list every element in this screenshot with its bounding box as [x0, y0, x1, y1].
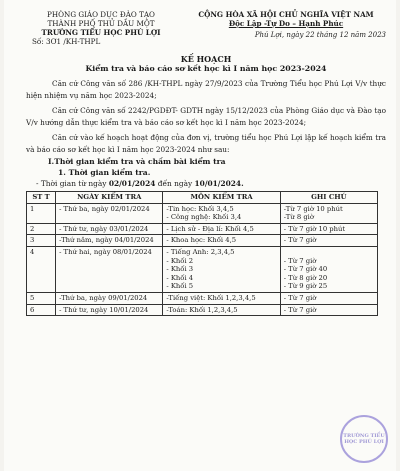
row-stt: 5 [27, 292, 56, 304]
section-heading-1: I.Thời gian kiểm tra và chấm bài kiểm tra [48, 157, 226, 166]
subject-line: - Khối 5 [166, 282, 194, 291]
row-subjects [163, 223, 280, 235]
table-header-row [27, 192, 378, 204]
row-day: -Thứ ba, ngày 09/01/2024 [56, 292, 163, 304]
school-stamp [340, 415, 388, 463]
table-row [27, 203, 378, 223]
time-mid: đến ngày [155, 179, 195, 188]
paragraph-2: Căn cứ Công văn số 2242/PGDĐT- GDTH ngày 15/12/2023 của Phòng Giáo dục và Đào tạo V/v hướng dẫn thực kiểm tra và báo cáo sơ kết học kì I năm học 2023-2024; [26, 106, 386, 127]
row-notes [280, 223, 377, 235]
time-from: 02/01/2024 [108, 179, 156, 188]
document-date: Phú Lợi, ngày 22 tháng 12 năm 2023 [254, 31, 386, 39]
row-day: - Thứ tư, ngày 10/01/2024 [56, 304, 163, 316]
subject-line: - Khối 2 [166, 256, 194, 265]
table-row [27, 235, 378, 247]
row-day: - Thứ ba, ngày 02/01/2024 [56, 203, 163, 223]
header-stt: ST T [27, 192, 56, 204]
subject-line: - Lịch sử - Địa lí: Khối 4,5 [166, 224, 254, 233]
paragraph-3: Căn cứ vào kế hoạch hoạt động của đơn vị, trường tiểu học Phú Lợi lập kế hoạch kiểm tra và báo cáo sơ kết học kì I năm học 2023-2024 như sau: [26, 133, 386, 154]
row-day: - Thứ hai, ngày 08/01/2024 [56, 246, 163, 292]
section-heading-1-1: 1. Thời gian kiểm tra. [58, 168, 151, 177]
row-stt: 4 [27, 246, 56, 292]
table-body [27, 203, 378, 316]
time-to: 10/01/2024. [194, 179, 244, 188]
row-stt: 6 [27, 304, 56, 316]
subject-line: - Khối 4 [166, 273, 194, 282]
table-row [27, 246, 378, 292]
subject-line: -Tiếng việt: Khối 1,2,3,4,5 [166, 293, 256, 302]
row-notes [280, 203, 377, 223]
table-row [27, 292, 378, 304]
subject-line: - Tiếng Anh: 2,3,4,5 [166, 247, 235, 256]
row-notes [280, 304, 377, 316]
note-line [284, 248, 374, 257]
nation-name: CỘNG HÒA XÃ HỘI CHỦ NGHĨA VIỆT NAM [198, 10, 374, 19]
row-day: -Thứ năm, ngày 04/01/2024 [56, 235, 163, 247]
row-notes [280, 235, 377, 247]
stamp-text: TRƯỜNG TIỂU HỌC PHÚ LỢI [343, 433, 385, 445]
row-day: - Thứ tư, ngày 03/01/2024 [56, 223, 163, 235]
note-line: - Từ 9 giờ 25 [283, 282, 328, 291]
row-subjects [163, 246, 280, 292]
school-name: TRƯỜNG TIỂU HỌC PHÚ LỢI [41, 28, 161, 37]
row-subjects [163, 203, 280, 223]
row-stt: 3 [27, 235, 56, 247]
document-page [4, 0, 396, 471]
row-notes [280, 246, 377, 292]
dept-line-1: PHÒNG GIÁO DỤC ĐÀO TẠO [47, 10, 155, 19]
row-stt: 2 [27, 223, 56, 235]
document-number: Số: 3Ơ1 /KH-THPL [32, 37, 101, 46]
note-line: - Từ 7 giờ [283, 256, 317, 265]
document-header [26, 10, 386, 46]
subject-line: - Khoa học: Khối 4,5 [166, 236, 237, 245]
table-row [27, 223, 378, 235]
row-subjects [163, 304, 280, 316]
dept-line-2: THÀNH PHỐ THỦ DẦU MỘT [47, 19, 155, 28]
header-notes: GHI CHÚ [280, 192, 377, 204]
row-notes [280, 292, 377, 304]
document-title: KẾ HOẠCH [180, 54, 232, 64]
note-line: - Từ 7 giờ [283, 236, 317, 245]
header-subject: MÔN KIỂM TRA [163, 192, 280, 204]
row-stt: 1 [27, 203, 56, 223]
table-row [27, 304, 378, 316]
subject-line: -Toán: Khối 1,2,3,4,5 [166, 305, 238, 314]
subject-line: - Công nghệ: Khối 3,4 [166, 213, 242, 222]
note-line: - Từ 7 giờ 10 phút [283, 224, 346, 233]
time-prefix: - Thời gian từ ngày [36, 179, 109, 188]
note-line: - Từ 8 giờ 20 [283, 273, 328, 282]
note-line: -Từ 7 giờ 10 phút [283, 204, 343, 213]
paragraph-1: Căn cứ Công văn số 286 /KH-THPL ngày 27/9/2023 của Trường Tiểu học Phú Lợi V/v thực hiện nhiệm vụ năm học 2023-2024; [26, 79, 386, 100]
row-subjects [163, 292, 280, 304]
time-range [26, 178, 386, 189]
document-subtitle: Kiểm tra và báo cáo sơ kết học kì I năm học 2023-2024 [85, 64, 327, 73]
nation-block [186, 10, 386, 46]
schedule-table [26, 191, 378, 316]
note-line: - Từ 7 giờ [283, 293, 317, 302]
subject-line: - Khối 3 [166, 265, 194, 274]
note-line: - Từ 7 giờ 40 [283, 265, 328, 274]
issuer-block [26, 10, 176, 46]
subject-line: -Tin học: Khối 3,4,5 [166, 204, 234, 213]
note-line: - Từ 7 giờ [283, 305, 317, 314]
note-line: -Từ 8 giờ [283, 213, 314, 222]
row-subjects [163, 235, 280, 247]
header-day: NGÀY KIỂM TRA [56, 192, 163, 204]
nation-motto: Độc Lập -Tự Do – Hạnh Phúc [228, 19, 344, 28]
